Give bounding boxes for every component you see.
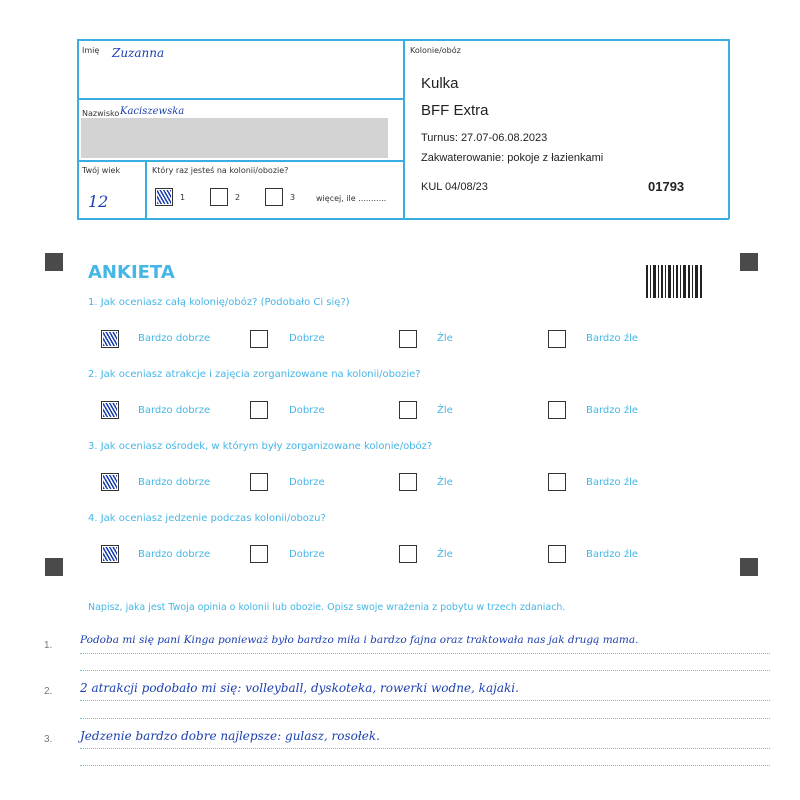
camp-code: KUL 04/08/23	[421, 181, 488, 193]
nazwisko-value: Kaciszewska	[120, 106, 185, 117]
visit-1-label: 1	[180, 193, 186, 202]
answer-rule	[80, 718, 770, 719]
form-number: 01793	[648, 179, 685, 194]
answer-rule	[80, 765, 770, 766]
visit-3-checkbox[interactable]	[265, 188, 283, 206]
answer-rule	[80, 700, 770, 701]
q3-bardzo-dobrze-label: Bardzo dobrze	[138, 477, 211, 488]
nazwisko-label: Nazwisko	[82, 109, 120, 118]
q4-zle-label: Źle	[437, 549, 453, 560]
q2-bardzo-zle-checkbox[interactable]	[548, 401, 566, 419]
q1-dobrze-checkbox[interactable]	[250, 330, 268, 348]
visit-1-checkbox[interactable]	[155, 188, 173, 206]
q1-bardzo-zle-label: Bardzo źle	[586, 333, 638, 344]
wiek-label: Twój wiek	[82, 166, 121, 175]
zakwaterowanie: Zakwaterowanie: pokoje z łazienkami	[421, 152, 604, 164]
question-3: 3. Jak oceniasz ośrodek, w którym były zorganizowane kolonie/obóz?	[88, 441, 433, 452]
q1-bardzo-dobrze-label: Bardzo dobrze	[138, 333, 211, 344]
q2-dobrze-checkbox[interactable]	[250, 401, 268, 419]
opinion-prompt: Napisz, jaka jest Twoja opinia o kolonii lub obozie. Opisz swoje wrażenia z pobytu w trzech zdaniach.	[88, 602, 566, 613]
q2-bardzo-zle-label: Bardzo źle	[586, 405, 638, 416]
answer-line-3[interactable]: Jedzenie bardzo dobre najlepsze: gulasz, rosołek.	[80, 729, 380, 743]
question-2: 2. Jak oceniasz atrakcje i zajęcia zorganizowane na kolonii/obozie?	[88, 369, 421, 380]
question-1: 1. Jak oceniasz całą kolonię/obóz? (Podobało Ci się?)	[88, 297, 350, 308]
answer-line-2[interactable]: 2 atrakcji podobało mi się: volleyball, dyskoteka, rowerki wodne, kajaki.	[80, 681, 519, 695]
camp-program: BFF Extra	[421, 102, 489, 119]
q1-zle-label: Źle	[437, 333, 453, 344]
q3-zle-label: Źle	[437, 477, 453, 488]
question-4: 4. Jak oceniasz jedzenie podczas kolonii/obozu?	[88, 513, 326, 524]
line-number: 1.	[44, 640, 53, 651]
q4-dobrze-checkbox[interactable]	[250, 545, 268, 563]
survey-title: ANKIETA	[88, 262, 175, 283]
wiecej-label: więcej, ile ...........	[316, 194, 387, 203]
imie-value: Zuzanna	[112, 46, 165, 60]
q2-zle-label: Źle	[437, 405, 453, 416]
registration-marker	[740, 253, 758, 271]
wiek-value: 12	[88, 192, 109, 211]
q1-bardzo-zle-checkbox[interactable]	[548, 330, 566, 348]
registration-marker	[740, 558, 758, 576]
q4-bardzo-zle-checkbox[interactable]	[548, 545, 566, 563]
q4-dobrze-label: Dobrze	[289, 549, 325, 560]
camp-name: Kulka	[421, 75, 459, 92]
q3-zle-checkbox[interactable]	[399, 473, 417, 491]
q1-bardzo-dobrze-checkbox[interactable]	[101, 330, 119, 348]
q3-bardzo-zle-checkbox[interactable]	[548, 473, 566, 491]
q3-dobrze-checkbox[interactable]	[250, 473, 268, 491]
q2-dobrze-label: Dobrze	[289, 405, 325, 416]
q3-bardzo-zle-label: Bardzo źle	[586, 477, 638, 488]
imie-label: Imię	[82, 46, 100, 55]
ktory-raz-label: Który raz jesteś na kolonii/obozie?	[152, 166, 289, 175]
barcode	[646, 265, 702, 298]
q2-zle-checkbox[interactable]	[399, 401, 417, 419]
answer-rule	[80, 653, 770, 654]
q2-bardzo-dobrze-label: Bardzo dobrze	[138, 405, 211, 416]
redaction-block	[81, 118, 388, 158]
visit-2-checkbox[interactable]	[210, 188, 228, 206]
q1-dobrze-label: Dobrze	[289, 333, 325, 344]
q4-bardzo-dobrze-label: Bardzo dobrze	[138, 549, 211, 560]
registration-marker	[45, 558, 63, 576]
answer-rule	[80, 748, 770, 749]
visit-3-label: 3	[290, 193, 296, 202]
q2-bardzo-dobrze-checkbox[interactable]	[101, 401, 119, 419]
q3-bardzo-dobrze-checkbox[interactable]	[101, 473, 119, 491]
q1-zle-checkbox[interactable]	[399, 330, 417, 348]
answer-line-1[interactable]: Podoba mi się pani Kinga ponieważ było bardzo miła i bardzo fajna oraz traktowała nas jak drugą mama.	[80, 634, 639, 646]
registration-marker	[45, 253, 63, 271]
q4-bardzo-dobrze-checkbox[interactable]	[101, 545, 119, 563]
kolonie-label: Kolonie/obóz	[410, 46, 461, 55]
turnus: Turnus: 27.07-06.08.2023	[421, 132, 548, 144]
q3-dobrze-label: Dobrze	[289, 477, 325, 488]
line-number: 2.	[44, 686, 53, 697]
answer-rule	[80, 670, 770, 671]
visit-2-label: 2	[235, 193, 241, 202]
q4-zle-checkbox[interactable]	[399, 545, 417, 563]
line-number: 3.	[44, 734, 53, 745]
q4-bardzo-zle-label: Bardzo źle	[586, 549, 638, 560]
